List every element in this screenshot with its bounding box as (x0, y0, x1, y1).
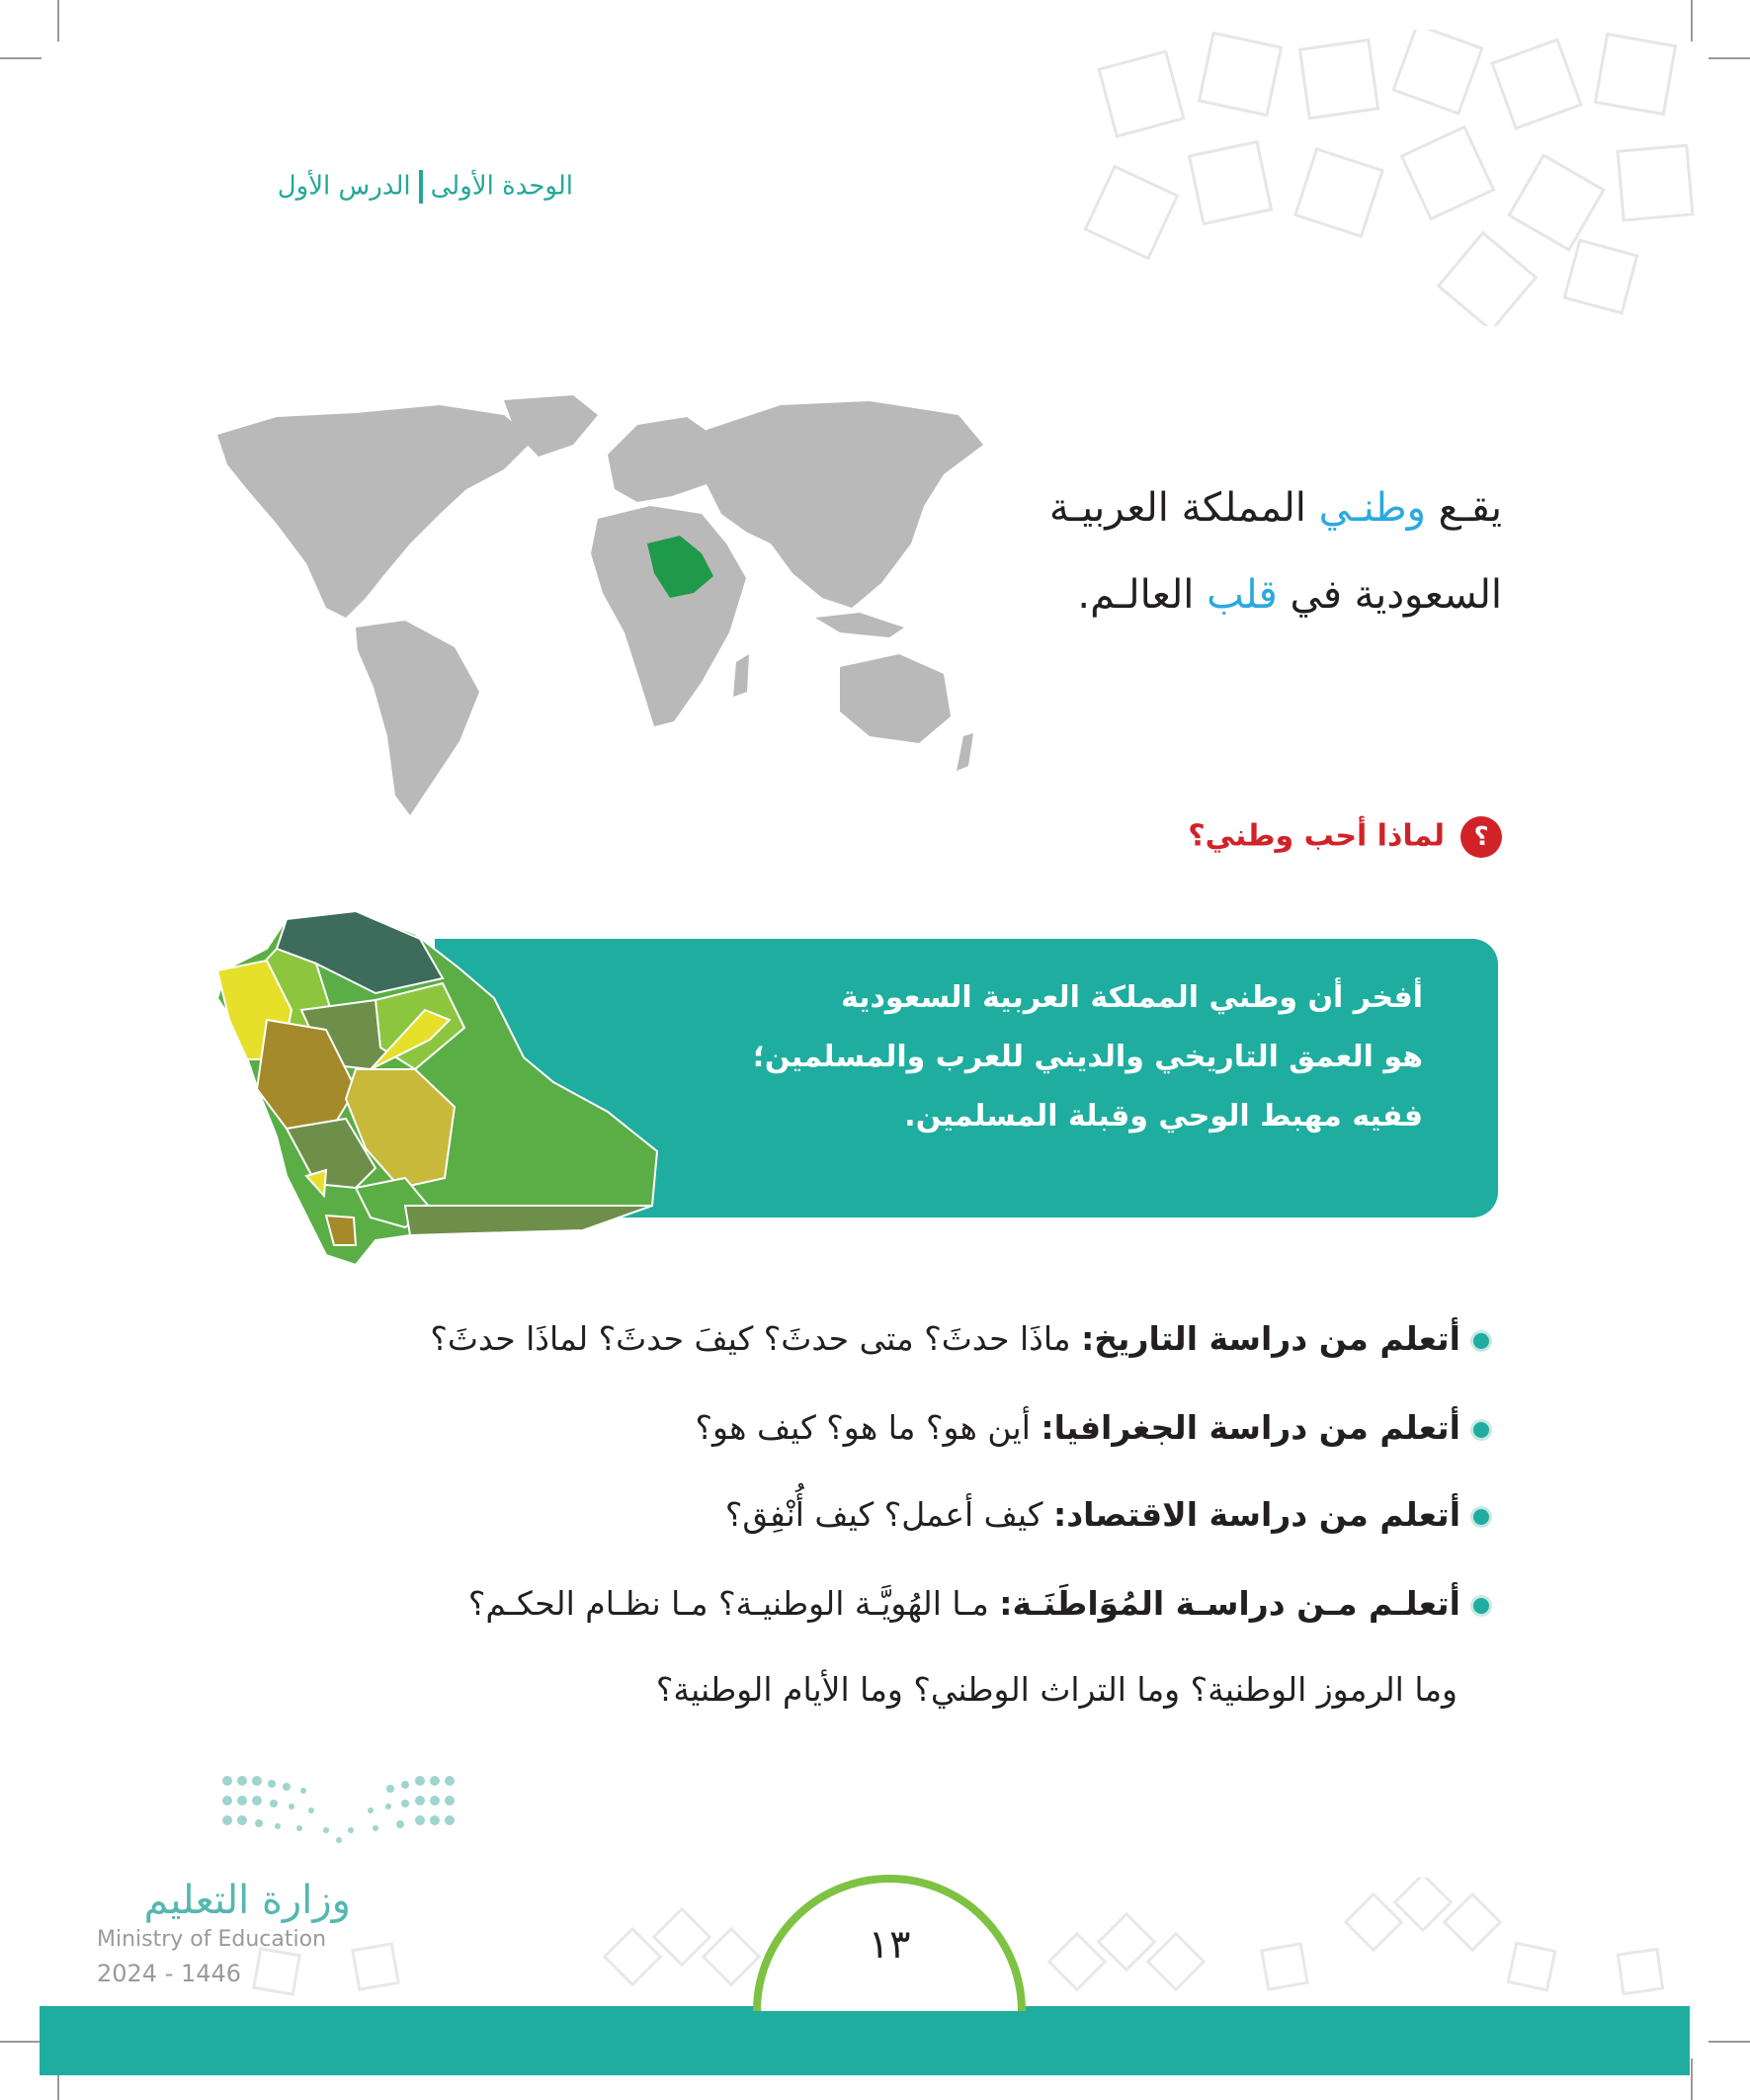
bullet-geography (198, 1408, 1492, 1447)
question-text: لماذا أحب وطني؟ (1188, 818, 1445, 854)
banner-line: هو العمق التاريخي والديني للعرب والمسلمين؛ (752, 1040, 1423, 1074)
crop-mark (1708, 57, 1750, 59)
saudi-regions-map (208, 909, 682, 1265)
crop-mark (57, 0, 59, 42)
bullet-citizenship (198, 1584, 1492, 1623)
bullet-icon (1470, 1419, 1492, 1441)
ministry-logo-arabic: وزارة التعليم (143, 1878, 351, 1923)
bullet-text: ماذَا حدثَ؟ متى حدثَ؟ كيفَ حدثَ؟ لماذَا حدثَ؟ (430, 1319, 1082, 1358)
bullet-text: كيف أعمل؟ كيف أُنْفِق؟ (724, 1495, 1054, 1534)
ministry-logo-dots (212, 1769, 469, 1848)
crop-mark (1691, 2058, 1693, 2100)
intro-text: يقـع (1425, 485, 1502, 531)
intro-text: المملكة العربيـة السعودية في (1048, 485, 1502, 618)
bullet-economy (198, 1495, 1492, 1534)
bullet-icon (1470, 1330, 1492, 1352)
bullet-title: أتعلم من دراسة التاريخ: (1081, 1319, 1460, 1358)
intro-text: العالـم. (1077, 572, 1208, 618)
header-separator (419, 170, 423, 204)
bullet-title: أتعلم من دراسة الاقتصاد: (1053, 1495, 1460, 1534)
unit-label: الوحدة الأولى (430, 171, 573, 202)
banner-line: ففيه مهبط الوحي وقبلة المسلمين. (904, 1099, 1423, 1134)
ministry-logo-year: 2024 - 1446 (97, 1960, 242, 1987)
crop-mark (0, 2041, 42, 2043)
crop-mark (1708, 2041, 1750, 2043)
bullet-citizenship-continued: وما الرموز الوطنية؟ وما التراث الوطني؟ وما الأيام الوطنية؟ (655, 1670, 1458, 1709)
bullet-icon (1470, 1595, 1492, 1617)
bullet-icon (1470, 1506, 1492, 1528)
banner-text (751, 968, 1423, 1146)
lesson-label: الدرس الأول (277, 171, 411, 202)
decorative-pattern (1038, 30, 1709, 326)
bullet-title: أتعلم من دراسة الجغرافيا: (1041, 1408, 1460, 1447)
footer-bar (40, 2006, 1690, 2075)
bullet-text: مـا الهُويَّـة الوطنيـة؟ مـا نظـام الحكـم؟ (467, 1584, 1000, 1623)
page-number: ١٣ (868, 1922, 911, 1968)
bullet-title: أتعلـم مـن دراسـة المُوَاطَنَـة: (999, 1584, 1460, 1623)
question-heading (1087, 816, 1502, 866)
crop-mark (0, 57, 42, 59)
banner-line: أفخر أن وطني المملكة العربية السعودية (841, 980, 1423, 1015)
intro-highlight-watani: وطنـي (1318, 485, 1426, 531)
ministry-logo-english: Ministry of Education (97, 1927, 327, 1952)
intro-paragraph (1047, 464, 1502, 638)
bullet-history (198, 1319, 1492, 1358)
world-map (208, 395, 988, 820)
intro-highlight-qalb: قلب (1207, 572, 1278, 618)
unit-lesson-header (208, 170, 573, 210)
question-icon: ؟ (1460, 816, 1502, 858)
bullet-text: أين هو؟ ما هو؟ كيف هو؟ (695, 1408, 1042, 1447)
